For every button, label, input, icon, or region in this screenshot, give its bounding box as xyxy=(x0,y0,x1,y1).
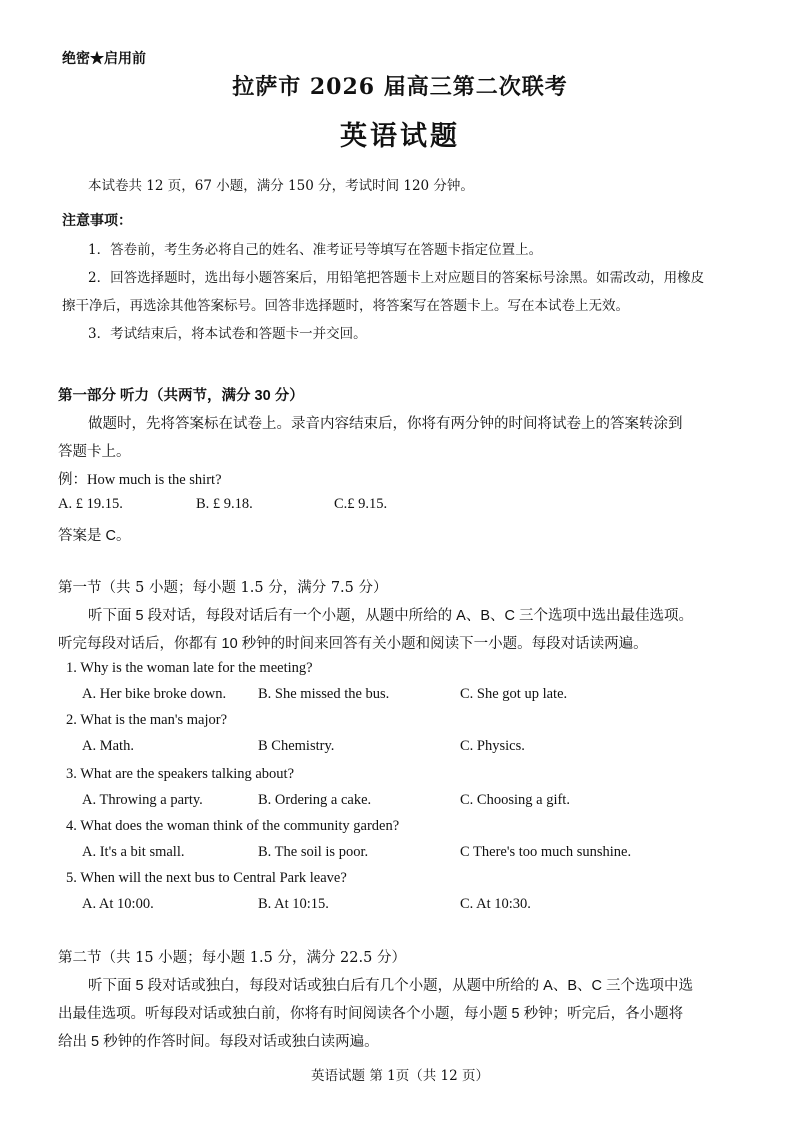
section2-instruction-line-3: 给出 5 秒钟的作答时间。每段对话或独白读两遍。 xyxy=(58,1034,379,1050)
section2-title: 第二节（共 15 小题；每小题 1.5 分，满分 22.5 分） xyxy=(58,950,406,966)
q3-option-c: C. Choosing a gift. xyxy=(460,792,570,808)
q2-option-b: B Chemistry. xyxy=(258,738,335,754)
q4-option-c: C There's too much sunshine. xyxy=(460,844,632,860)
q5-option-b: B. At 10:15. xyxy=(258,896,329,912)
q1-option-b: B. She missed the bus. xyxy=(258,686,390,702)
notes-title: 注意事项： xyxy=(62,213,132,229)
page-footer: 英语试题 第 1页（共 12 页） xyxy=(311,1068,489,1084)
q1-option-c: C. She got up late. xyxy=(460,686,568,702)
question-5: 5. When will the next bus to Central Park leave? xyxy=(66,870,347,886)
example-option-c: C.£ 9.15. xyxy=(334,496,388,512)
section2-instruction-line-2: 出最佳选项。听每段对话或独白前，你将有时间阅读各个小题，每小题 5 秒钟；听完后，各小题将 xyxy=(58,1006,684,1022)
exam-intro: 本试卷共 12 页，67 小题，满分 150 分，考试时间 120 分钟。 xyxy=(88,178,474,194)
q3-option-b: B. Ordering a cake. xyxy=(258,792,372,808)
subject-title: 英语试题 xyxy=(340,121,460,152)
q1-option-a: A. Her bike broke down. xyxy=(82,686,227,702)
question-3: 3. What are the speakers talking about? xyxy=(66,766,295,782)
q5-option-c: C. At 10:30. xyxy=(460,896,531,912)
note-item-2-line-2: 擦干净后，再选涂其他答案标号。回答非选择题时，将答案写在答题卡上。写在本试卷上无效。 xyxy=(62,298,629,314)
part1-title: 第一部分 听力（共两节，满分 30 分） xyxy=(58,388,304,404)
part1-instruction-line-1: 做题时，先将答案标在试卷上。录音内容结束后，你将有两分钟的时间将试卷上的答案转涂到 xyxy=(88,416,683,432)
note-item-2-line-1: 2．回答选择题时，选出每小题答案后，用铅笔把答题卡上对应题目的答案标号涂黑。如需改动，用橡皮 xyxy=(88,270,705,286)
section1-instruction-line-1: 听下面 5 段对话，每段对话后有一个小题，从题中所给的 A、B、C 三个选项中选出最佳选项。 xyxy=(88,608,693,624)
note-item-3: 3．考试结束后，将本试卷和答题卡一并交回。 xyxy=(88,326,367,342)
example-question: 例：How much is the shirt? xyxy=(58,472,222,488)
example-option-b: B. £ 9.18. xyxy=(196,496,253,512)
note-item-1: 1．答卷前，考生务必将自己的姓名、准考证号等填写在答题卡指定位置上。 xyxy=(88,242,543,258)
q4-option-b: B. The soil is poor. xyxy=(258,844,369,860)
question-2: 2. What is the man's major? xyxy=(66,712,228,728)
question-4: 4. What does the woman think of the community garden? xyxy=(66,818,400,834)
q3-option-a: A. Throwing a party. xyxy=(82,792,203,808)
q2-option-c: C. Physics. xyxy=(460,738,525,754)
exam-title: 拉萨市 2026 届高三第二次联考 xyxy=(232,74,568,100)
section1-instruction-line-2: 听完每段对话后，你都有 10 秒钟的时间来回答有关小题和阅读下一小题。每段对话读两遍。 xyxy=(58,636,648,652)
section2-instruction-line-1: 听下面 5 段对话或独白，每段对话或独白后有几个小题，从题中所给的 A、B、C 三个选项中选 xyxy=(88,978,693,994)
question-1: 1. Why is the woman late for the meeting? xyxy=(66,660,313,676)
example-option-a: A. £ 19.15. xyxy=(58,496,123,512)
example-answer: 答案是 C。 xyxy=(58,528,131,544)
part1-instruction-line-2: 答题卡上。 xyxy=(58,444,131,460)
q2-option-a: A. Math. xyxy=(82,738,134,754)
q4-option-a: A. It's a bit small. xyxy=(82,844,185,860)
confidential-label: 绝密★启用前 xyxy=(62,51,146,67)
section1-title: 第一节（共 5 小题；每小题 1.5 分，满分 7.5 分） xyxy=(58,580,388,596)
q5-option-a: A. At 10:00. xyxy=(82,896,154,912)
